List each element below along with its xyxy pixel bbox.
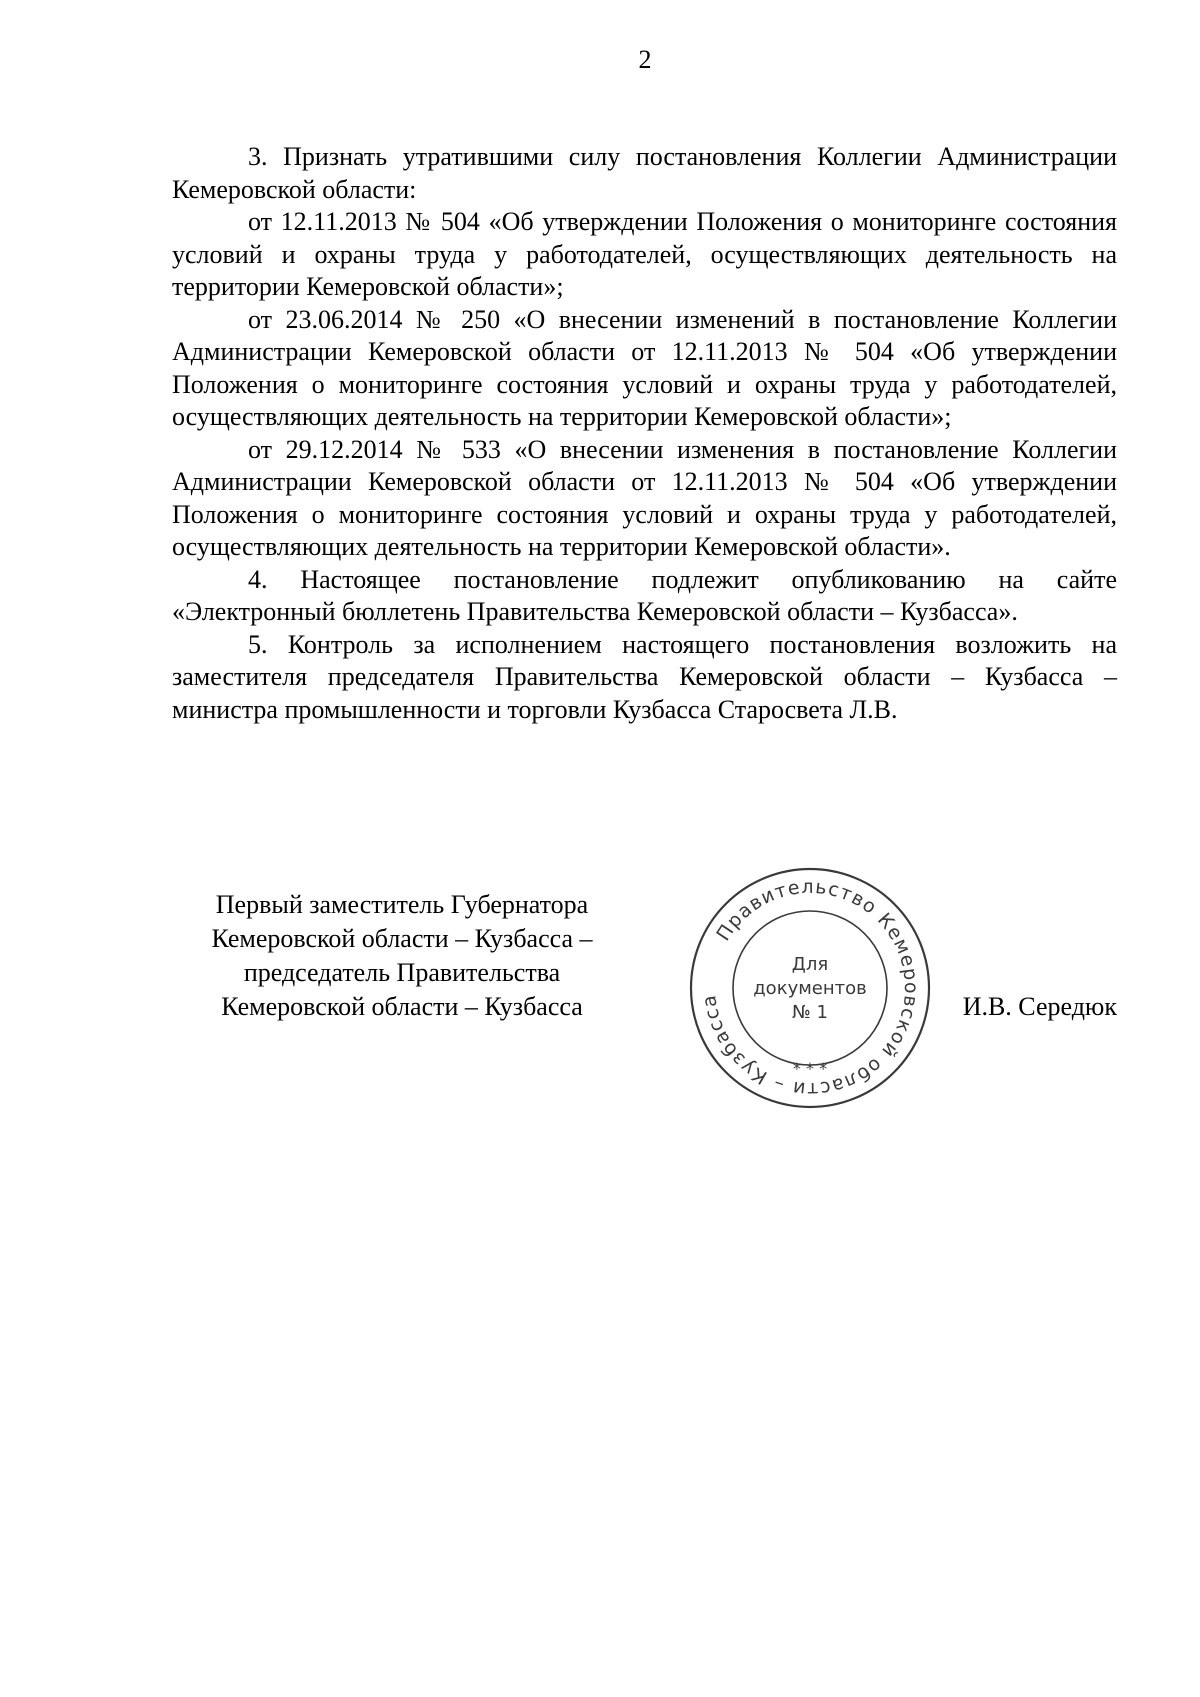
signer-name: И.В. Середюк: [962, 992, 1117, 1021]
signer-title-line: Кемеровской области – Кузбасса –: [211, 924, 593, 953]
page-number: 2: [638, 45, 652, 74]
paragraph-item-3: 3. Признать утратившими силу постановления Коллегии Администрации Кемеровской области:: [172, 142, 1117, 204]
stamp-center-line-2: документов: [753, 978, 867, 999]
paragraph-item-5: 5. Контроль за исполнением настоящего постановления возложить на заместителя председателя Правительства Кемеровской области – Кузбасса – министра промышленности и торговли Кузбасса Старосвета Л.В.: [172, 629, 1117, 724]
signer-title-line: Первый заместитель Губернатора: [215, 890, 589, 919]
document-body: [172, 141, 1117, 726]
stamp-bottom-mark: * * *: [792, 1059, 828, 1078]
paragraph-repeal-533: от 29.12.2014 № 533 «О внесении изменения в постановление Коллегии Администрации Кемеровской области от 12.11.2013 № 504 «Об утверждении Положения о мониторинге состояния условий и охраны труда у работодателей, осуществляющих деятельность на территории Кемеровской области».: [172, 434, 1117, 561]
stamp-center-line-3: № 1: [792, 1002, 828, 1023]
stamp-center-line-1: Для: [791, 954, 829, 975]
signature-block: [172, 875, 1117, 1118]
paragraph-item-4: 4. Настоящее постановление подлежит опубликованию на сайте «Электронный бюллетень Правительства Кемеровской области – Кузбасса».: [172, 564, 1117, 626]
official-stamp: [685, 863, 935, 1113]
signer-title-line: председатель Правительства: [243, 958, 561, 987]
stamp-ring-text: Правительство Кемеровской области – Кузбасса: [698, 875, 923, 1101]
paragraph-repeal-250: от 23.06.2014 № 250 «О внесении изменений в постановление Коллегии Администрации Кемеровской области от 12.11.2013 № 504 «Об утверждении Положения о мониторинге состояния условий и охраны труда у работодателей, осуществляющих деятельность на территории Кемеровской области»;: [172, 304, 1117, 431]
signer-title-line: Кемеровской области – Кузбасса: [221, 992, 583, 1021]
signer-title: [172, 888, 632, 1024]
stamp-graphic: [685, 863, 935, 1113]
paragraph-repeal-504: от 12.11.2013 № 504 «Об утверждении Положения о мониторинге состояния условий и охраны труда у работодателей, осуществляющих деятельность на территории Кемеровской области»;: [172, 207, 1117, 301]
